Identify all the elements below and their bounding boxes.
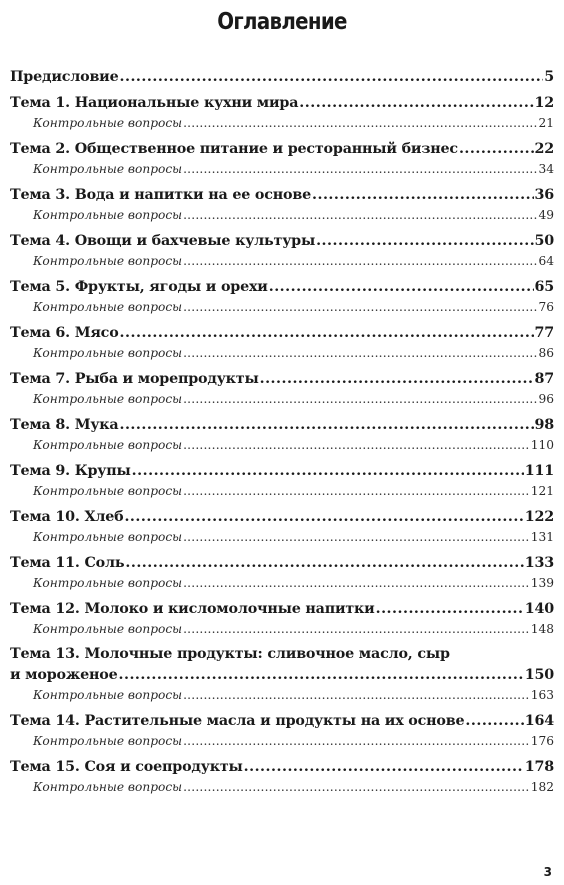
toc-main-row	[10, 138, 554, 161]
dot-leader	[260, 368, 534, 391]
toc-entry-page: 36	[534, 187, 554, 203]
toc-entry-label: Тема 12. Молоко и кисломолочные напитки	[10, 601, 375, 617]
toc-main-row	[10, 710, 554, 733]
toc-main-row	[10, 598, 554, 621]
dot-leader	[183, 391, 537, 407]
toc-entry-label: Тема 7. Рыба и морепродукты	[10, 371, 259, 387]
dot-leader	[183, 529, 530, 545]
toc-sub-page: 163	[530, 688, 554, 702]
toc-entry-label: Тема 6. Мясо	[10, 325, 119, 341]
toc-entry-label: Тема 4. Овощи и бахчевые культуры	[10, 233, 316, 249]
toc-sub-page: 64	[538, 254, 554, 268]
toc-sub-page: 121	[530, 484, 554, 498]
toc-sub-row[interactable]	[10, 687, 554, 703]
toc-entry-topic[interactable]	[10, 644, 554, 703]
toc-entry-label: Тема 11. Соль	[10, 555, 125, 571]
dot-leader	[376, 598, 524, 621]
toc-main-row	[10, 368, 554, 391]
toc-entry-page: 150	[524, 667, 554, 683]
toc-entry-page: 140	[524, 601, 554, 617]
toc-sub-label: Контрольные вопросы	[33, 530, 183, 544]
dot-leader	[125, 552, 523, 575]
toc-main-row	[10, 92, 554, 115]
toc-entry-topic[interactable]	[10, 756, 554, 795]
dot-leader	[183, 621, 530, 637]
toc-entry-topic[interactable]	[10, 138, 554, 177]
toc-entry-topic[interactable]	[10, 368, 554, 407]
toc-entry-page: 98	[534, 417, 554, 433]
toc-entry-page: 12	[534, 95, 554, 111]
toc-main-row	[10, 506, 554, 529]
dot-leader	[183, 253, 537, 269]
toc-sub-row[interactable]	[10, 299, 554, 315]
toc-sub-page: 49	[538, 208, 554, 222]
toc-entry-label: Тема 10. Хлеб	[10, 509, 124, 525]
page-title: Оглавление	[217, 9, 347, 35]
toc-sub-row[interactable]	[10, 115, 554, 131]
toc-sub-row[interactable]	[10, 207, 554, 223]
dot-leader	[183, 575, 530, 591]
dot-leader	[244, 756, 524, 779]
toc-sub-label: Контрольные вопросы	[33, 688, 183, 702]
dot-leader	[183, 299, 537, 315]
toc-entry-page: 164	[524, 713, 554, 729]
toc-entry-label: Тема 9. Крупы	[10, 463, 131, 479]
toc-sub-row[interactable]	[10, 161, 554, 177]
toc-main-row	[10, 184, 554, 207]
toc-entry-label-line1: Тема 13. Молочные продукты: сливочное масло, сыр	[10, 646, 450, 662]
toc-main-row	[10, 756, 554, 779]
toc-main-row	[10, 230, 554, 253]
dot-leader	[312, 184, 534, 207]
dot-leader	[183, 779, 530, 795]
toc-sub-label: Контрольные вопросы	[33, 392, 183, 406]
dot-leader	[183, 687, 530, 703]
toc-sub-row[interactable]	[10, 621, 554, 637]
toc-entry-page: 22	[534, 141, 554, 157]
toc-entry-label: Тема 8. Мука	[10, 417, 119, 433]
toc-entry-label: и мороженое	[10, 667, 118, 683]
page-number: 3	[543, 865, 552, 879]
dot-leader	[459, 138, 534, 161]
toc-sub-page: 96	[538, 392, 554, 406]
toc-entry-topic[interactable]	[10, 460, 554, 499]
toc-entry-label: Тема 1. Национальные кухни мира	[10, 95, 299, 111]
toc-entry-page: 5	[544, 69, 554, 85]
toc-sub-label: Контрольные вопросы	[33, 208, 183, 222]
toc-sub-page: 76	[538, 300, 554, 314]
toc-sub-label: Контрольные вопросы	[33, 734, 183, 748]
toc-sub-label: Контрольные вопросы	[33, 162, 183, 176]
dot-leader	[183, 437, 530, 453]
dot-leader	[119, 664, 524, 687]
dot-leader	[183, 733, 530, 749]
toc-sub-label: Контрольные вопросы	[33, 780, 183, 794]
dot-leader	[119, 66, 543, 89]
toc-sub-row[interactable]	[10, 253, 554, 269]
toc-entry-label: Тема 2. Общественное питание и ресторанный бизнес	[10, 141, 458, 157]
toc-entry-topic[interactable]	[10, 414, 554, 453]
table-of-contents	[10, 66, 554, 795]
toc-entry-page: 122	[524, 509, 554, 525]
dot-leader	[119, 414, 533, 437]
toc-sub-page: 182	[530, 780, 554, 794]
toc-sub-row[interactable]	[10, 391, 554, 407]
toc-sub-page: 110	[530, 438, 554, 452]
toc-sub-page: 131	[530, 530, 554, 544]
toc-entry-label: Тема 5. Фрукты, ягоды и орехи	[10, 279, 268, 295]
toc-main-row	[10, 664, 554, 687]
toc-sub-label: Контрольные вопросы	[33, 484, 183, 498]
toc-sub-page: 148	[530, 622, 554, 636]
toc-entry-page: 50	[534, 233, 554, 249]
toc-entry-topic[interactable]	[10, 322, 554, 361]
toc-entry-label: Тема 14. Растительные масла и продукты на их основе	[10, 713, 465, 729]
dot-leader	[183, 207, 537, 223]
toc-main-row	[10, 414, 554, 437]
toc-sub-row[interactable]	[10, 575, 554, 591]
dot-leader	[183, 161, 537, 177]
toc-main-row	[10, 552, 554, 575]
dot-leader	[316, 230, 533, 253]
dot-leader	[183, 345, 537, 361]
toc-entry-topic[interactable]	[10, 506, 554, 545]
dot-leader	[183, 483, 530, 499]
toc-entry-topic[interactable]	[10, 184, 554, 223]
toc-sub-label: Контрольные вопросы	[33, 116, 183, 130]
dot-leader	[132, 460, 524, 483]
toc-entry-page: 87	[534, 371, 554, 387]
dot-leader	[269, 276, 534, 299]
toc-sub-label: Контрольные вопросы	[33, 576, 183, 590]
toc-entry-label: Тема 3. Вода и напитки на ее основе	[10, 187, 311, 203]
toc-sub-row[interactable]	[10, 483, 554, 499]
toc-sub-page: 139	[530, 576, 554, 590]
dot-leader	[299, 92, 533, 115]
toc-main-row	[10, 276, 554, 299]
toc-entry-topic[interactable]	[10, 710, 554, 749]
toc-sub-label: Контрольные вопросы	[33, 622, 183, 636]
toc-main-row	[10, 66, 554, 89]
toc-entry-topic[interactable]	[10, 552, 554, 591]
toc-sub-row[interactable]	[10, 733, 554, 749]
toc-sub-row[interactable]	[10, 437, 554, 453]
dot-leader	[183, 115, 537, 131]
toc-entry-topic[interactable]	[10, 92, 554, 131]
toc-sub-row[interactable]	[10, 529, 554, 545]
toc-entry-page: 77	[534, 325, 554, 341]
toc-sub-label: Контрольные вопросы	[33, 346, 183, 360]
toc-main-row	[10, 460, 554, 483]
toc-sub-page: 86	[538, 346, 554, 360]
dot-leader	[120, 322, 534, 345]
toc-sub-row[interactable]	[10, 345, 554, 361]
toc-entry-label: Тема 15. Соя и соепродукты	[10, 759, 243, 775]
toc-sub-label: Контрольные вопросы	[33, 254, 183, 268]
toc-entry-page: 111	[524, 463, 554, 479]
toc-entry-topic[interactable]	[10, 598, 554, 637]
toc-sub-label: Контрольные вопросы	[33, 438, 183, 452]
dot-leader	[124, 506, 523, 529]
toc-entry-preface[interactable]	[10, 66, 554, 89]
toc-sub-page: 176	[530, 734, 554, 748]
toc-entry-topic[interactable]	[10, 230, 554, 269]
toc-entry-page: 178	[524, 759, 554, 775]
toc-main-row	[10, 322, 554, 345]
toc-sub-label: Контрольные вопросы	[33, 300, 183, 314]
toc-entry-page: 65	[534, 279, 554, 295]
toc-entry-page: 133	[524, 555, 554, 571]
toc-sub-page: 34	[538, 162, 554, 176]
toc-entry-topic[interactable]	[10, 276, 554, 315]
toc-sub-row[interactable]	[10, 779, 554, 795]
toc-sub-page: 21	[538, 116, 554, 130]
dot-leader	[465, 710, 523, 733]
toc-entry-label: Предисловие	[10, 69, 119, 85]
